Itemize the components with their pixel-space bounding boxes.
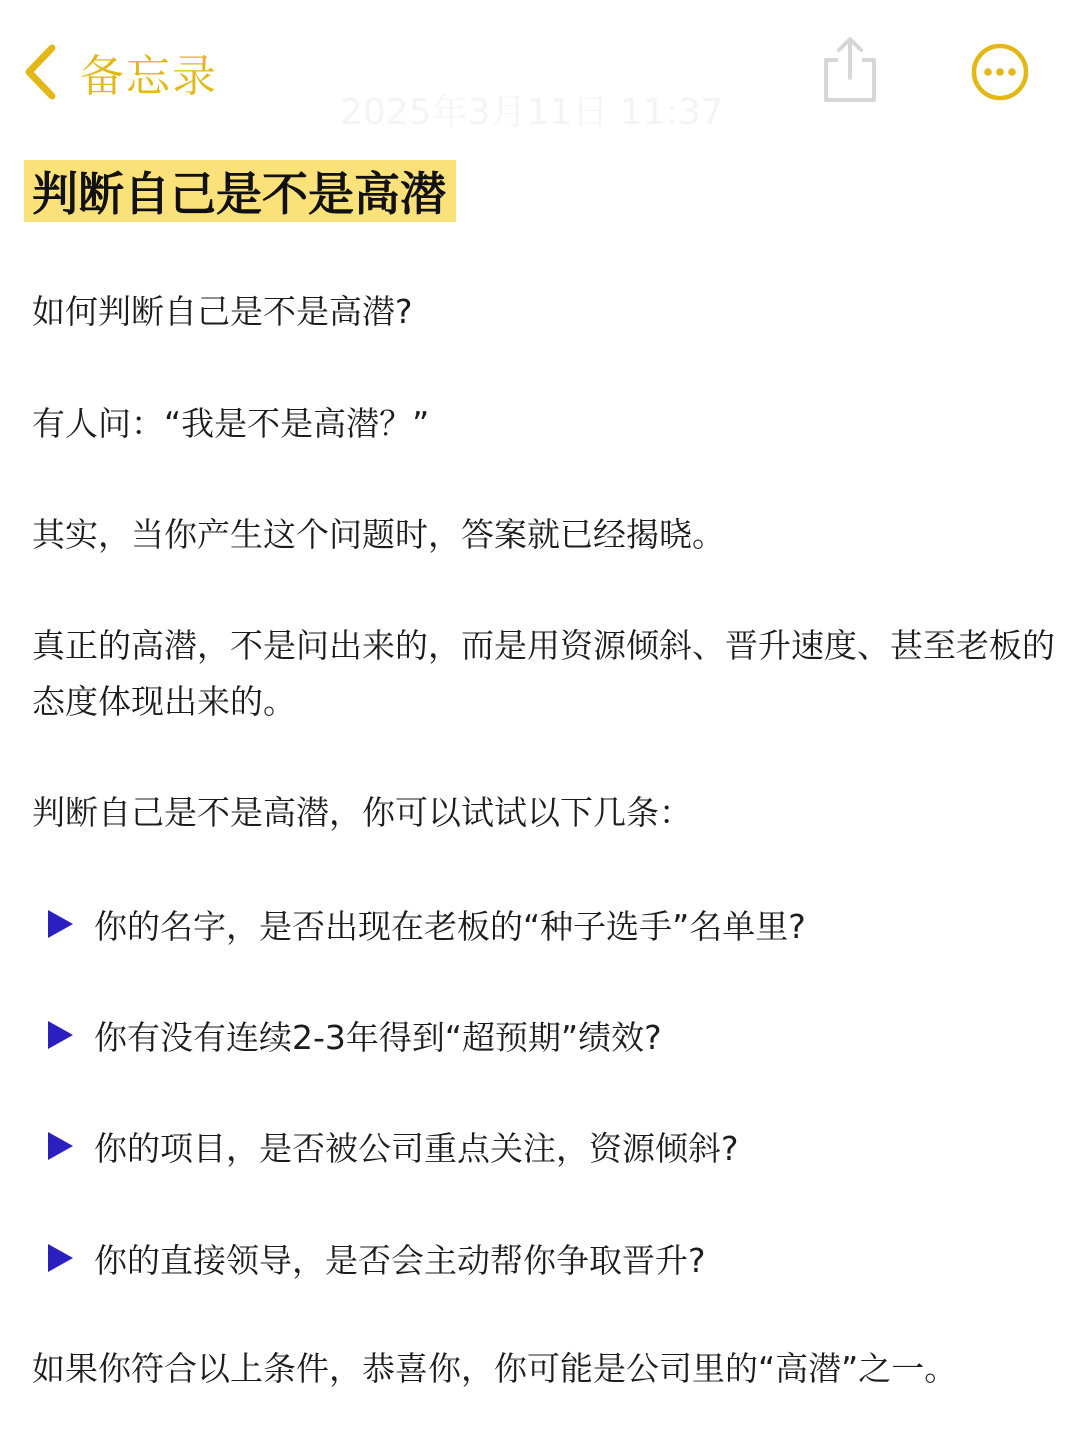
- back-label: 备忘录: [80, 51, 218, 102]
- note-title-highlight: [24, 160, 456, 222]
- triangle-bullet-icon: [46, 1243, 74, 1273]
- list-item: [46, 1230, 706, 1286]
- chevron-left-icon: [22, 44, 58, 100]
- paragraph: 判断自己是不是高潜，你可以试试以下几条：: [32, 793, 692, 832]
- share-button[interactable]: [820, 34, 880, 106]
- triangle-bullet-icon: [46, 1131, 74, 1161]
- back-button[interactable]: [22, 40, 218, 104]
- triangle-bullet-icon: [46, 1020, 74, 1050]
- share-icon: [820, 91, 880, 110]
- paragraph: 真正的高潜，不是问出来的，而是用资源倾斜、晋升速度、甚至老板的态度体现出来的。: [32, 626, 1055, 721]
- paragraph: 如何判断自己是不是高潜?: [32, 292, 413, 331]
- note-title: 判断自己是不是高潜: [32, 167, 446, 221]
- paragraph: 其实，当你产生这个问题时，答案就已经揭晓。: [32, 515, 725, 554]
- triangle-bullet-icon: [46, 909, 74, 939]
- more-icon: [970, 87, 1030, 106]
- conclusion-paragraph: 如果你符合以上条件，恭喜你，你可能是公司里的“高潜”之一。: [32, 1349, 958, 1388]
- list-item: [46, 1007, 662, 1063]
- list-item: [46, 896, 806, 952]
- list-item-text: 你的项目，是否被公司重点关注，资源倾斜?: [94, 1128, 739, 1168]
- list-item-text: 你的名字，是否出现在老板的“种子选手”名单里?: [94, 906, 806, 946]
- more-button[interactable]: [970, 42, 1030, 102]
- note-timestamp: 2025年3月11日 11:37: [340, 92, 724, 133]
- list-item-text: 你有没有连续2-3年得到“超预期”绩效?: [94, 1017, 662, 1057]
- paragraph: 有人问：“我是不是高潜？”: [32, 404, 430, 443]
- list-item: [46, 1118, 739, 1174]
- nav-bar: [0, 0, 1080, 133]
- list-item-text: 你的直接领导，是否会主动帮你争取晋升?: [94, 1240, 706, 1280]
